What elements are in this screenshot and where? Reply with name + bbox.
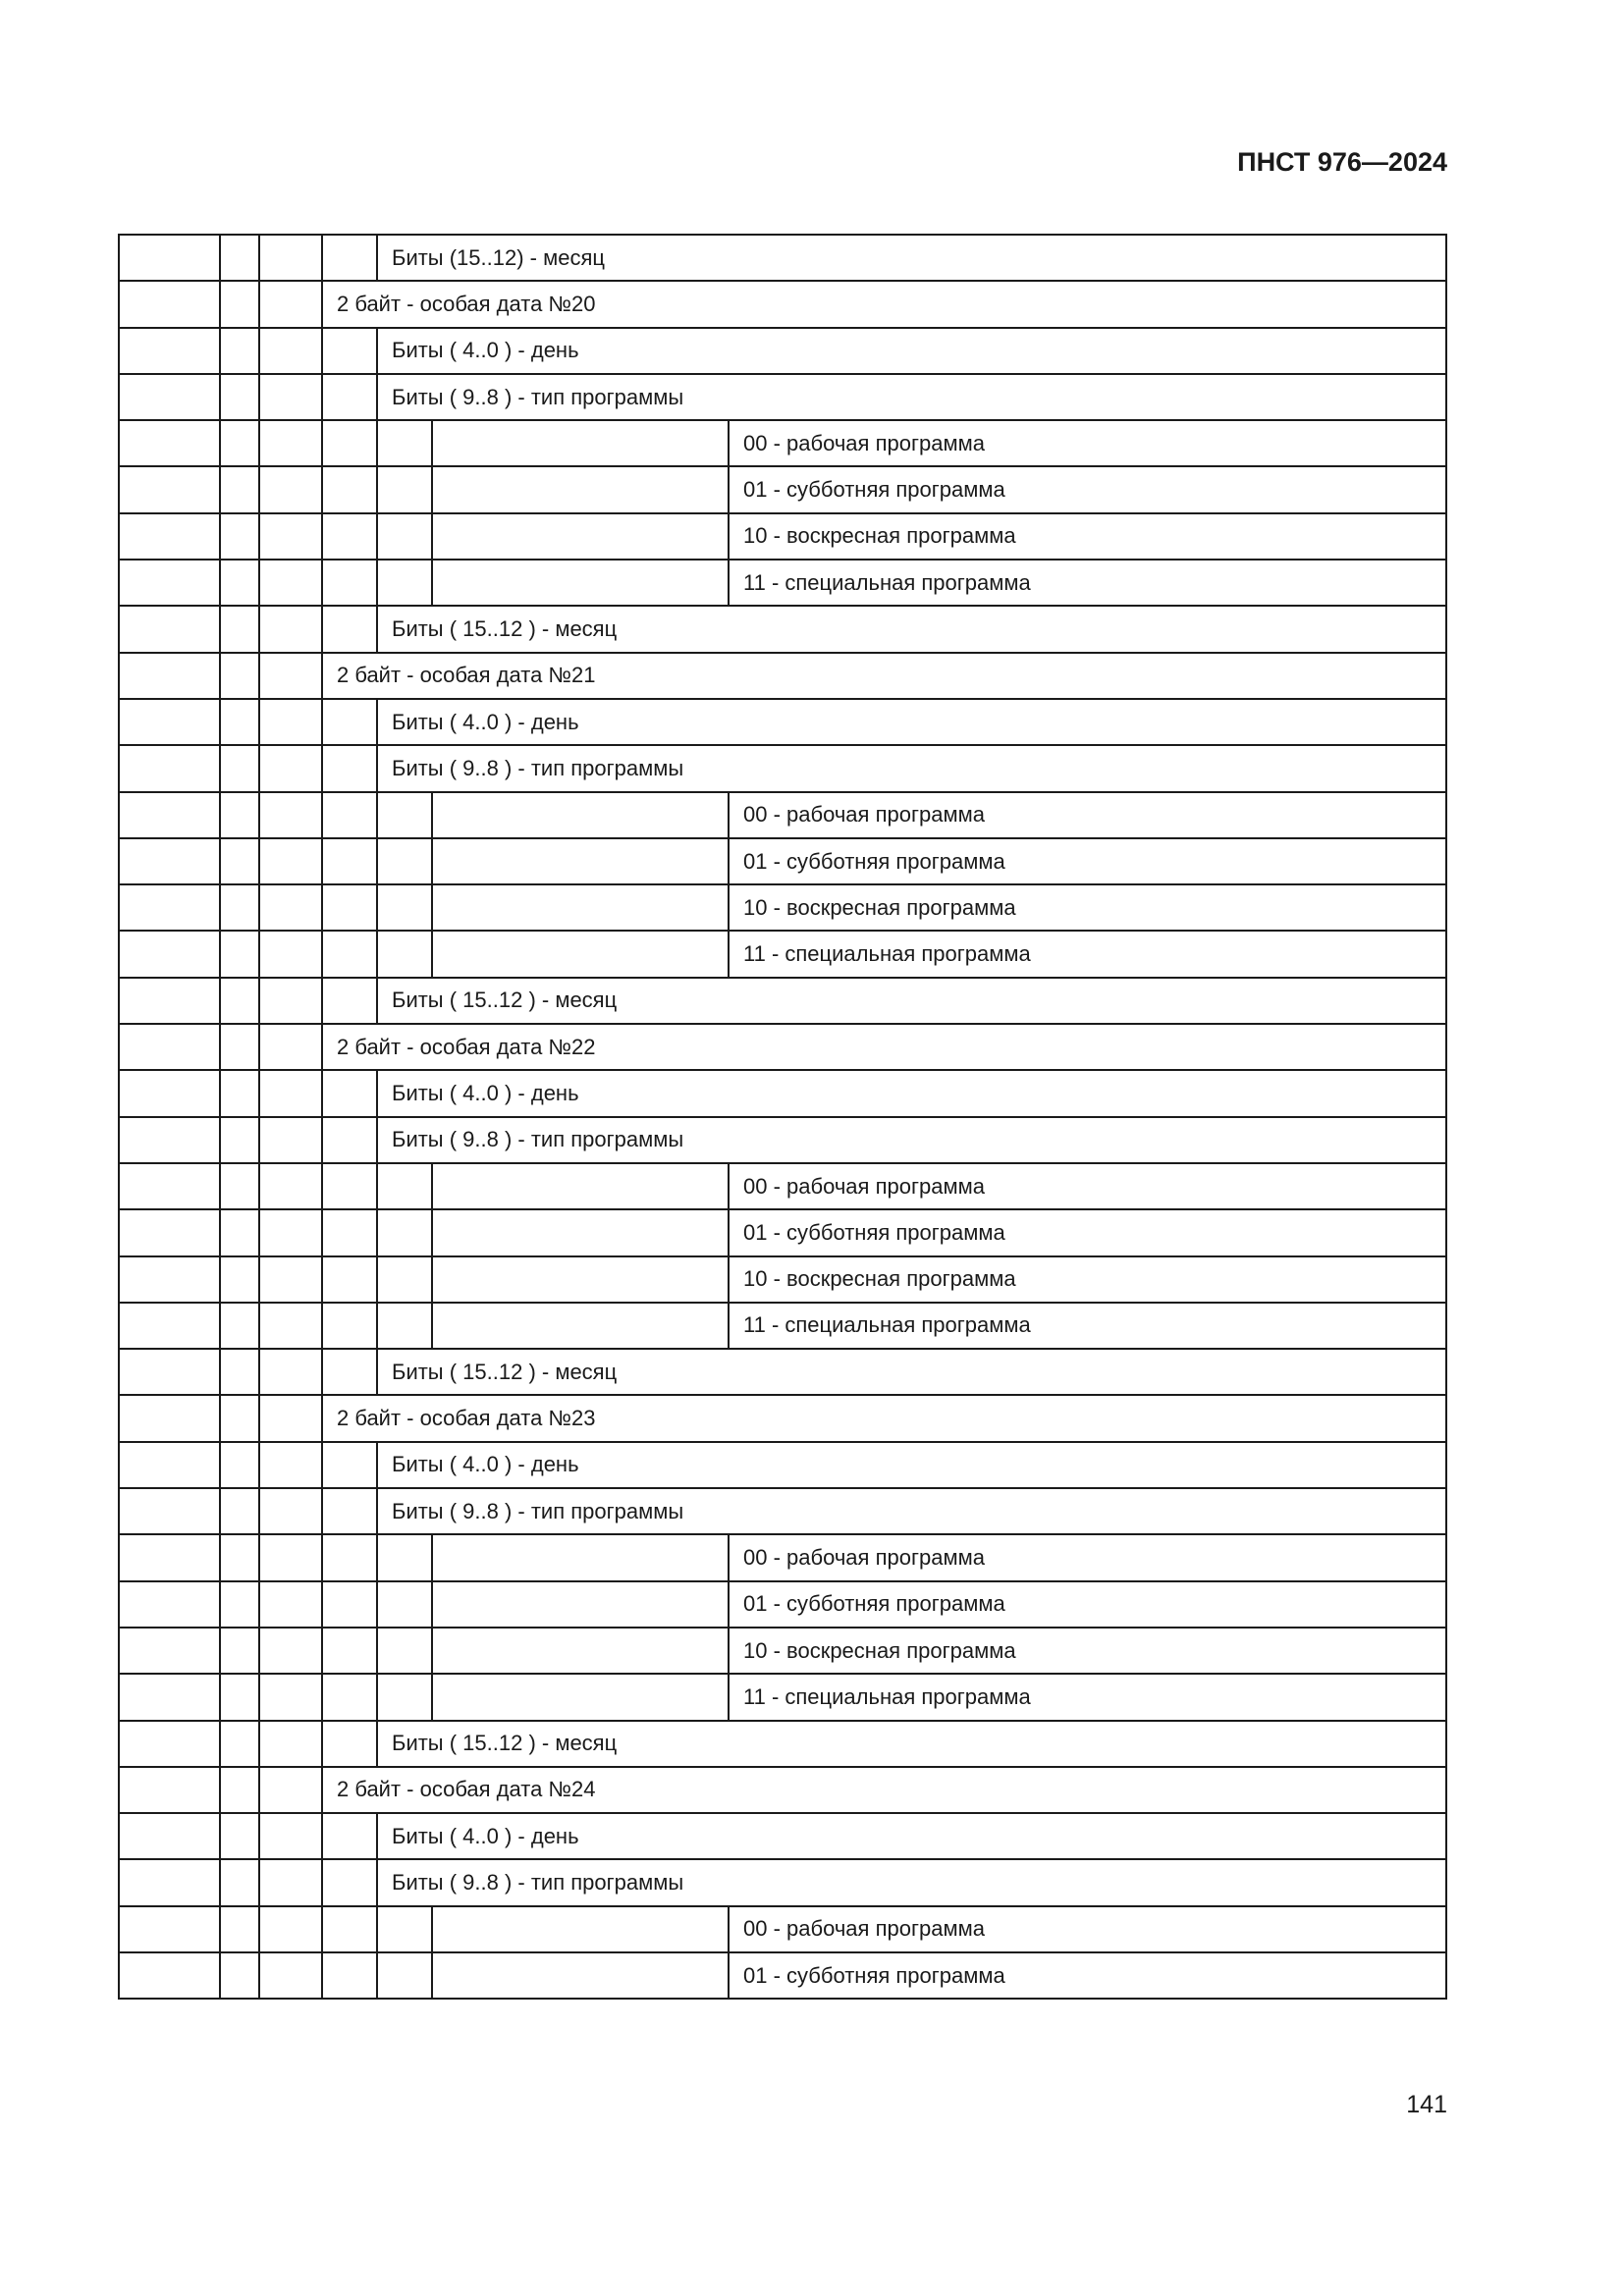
empty-cell (432, 931, 729, 977)
empty-cell (119, 1628, 220, 1674)
byte-label: 2 байт - особая дата №24 (322, 1767, 1446, 1813)
table-row (119, 1209, 1446, 1255)
table-row (119, 466, 1446, 512)
empty-cell (377, 884, 432, 931)
empty-cell (259, 1721, 322, 1767)
table-row (119, 978, 1446, 1024)
empty-cell (259, 560, 322, 606)
empty-cell (220, 1303, 259, 1349)
empty-cell (322, 1070, 377, 1116)
empty-cell (259, 1906, 322, 1952)
empty-cell (432, 1581, 729, 1628)
table-row (119, 1349, 1446, 1395)
table-row (119, 1859, 1446, 1905)
value-label: 11 - специальная программа (729, 1674, 1446, 1720)
empty-cell (259, 1813, 322, 1859)
bits-label: Биты ( 9..8 ) - тип программы (377, 1117, 1446, 1163)
empty-cell (322, 606, 377, 652)
empty-cell (377, 931, 432, 977)
empty-cell (220, 1534, 259, 1580)
bits-label: Биты ( 9..8 ) - тип программы (377, 1488, 1446, 1534)
empty-cell (119, 1256, 220, 1303)
table-row (119, 745, 1446, 791)
empty-cell (432, 1209, 729, 1255)
empty-cell (432, 1906, 729, 1952)
empty-cell (322, 1859, 377, 1905)
empty-cell (220, 1395, 259, 1441)
empty-cell (220, 745, 259, 791)
value-label: 10 - воскресная программа (729, 513, 1446, 560)
empty-cell (259, 1024, 322, 1070)
empty-cell (119, 1024, 220, 1070)
empty-cell (322, 838, 377, 884)
empty-cell (119, 699, 220, 745)
empty-cell (220, 1163, 259, 1209)
empty-cell (220, 931, 259, 977)
empty-cell (220, 328, 259, 374)
empty-cell (259, 1442, 322, 1488)
empty-cell (220, 1767, 259, 1813)
value-label: 11 - специальная программа (729, 1303, 1446, 1349)
byte-label: 2 байт - особая дата №21 (322, 653, 1446, 699)
empty-cell (432, 1303, 729, 1349)
empty-cell (432, 1163, 729, 1209)
empty-cell (322, 884, 377, 931)
bits-label: Биты ( 9..8 ) - тип программы (377, 374, 1446, 420)
empty-cell (119, 466, 220, 512)
empty-cell (119, 653, 220, 699)
empty-cell (220, 1581, 259, 1628)
table-row (119, 1952, 1446, 1999)
bit-field-table (118, 234, 1447, 2000)
table-row (119, 328, 1446, 374)
bits-label: Биты ( 15..12 ) - месяц (377, 1349, 1446, 1395)
empty-cell (220, 420, 259, 466)
empty-cell (119, 1395, 220, 1441)
table-row (119, 1395, 1446, 1441)
bits-label: Биты ( 15..12 ) - месяц (377, 978, 1446, 1024)
table-row (119, 1163, 1446, 1209)
empty-cell (259, 1209, 322, 1255)
empty-cell (119, 884, 220, 931)
empty-cell (432, 1256, 729, 1303)
table-row (119, 838, 1446, 884)
empty-cell (259, 235, 322, 281)
empty-cell (119, 745, 220, 791)
empty-cell (220, 1024, 259, 1070)
empty-cell (377, 420, 432, 466)
empty-cell (259, 699, 322, 745)
empty-cell (119, 1163, 220, 1209)
table-row (119, 884, 1446, 931)
empty-cell (220, 1721, 259, 1767)
value-label: 01 - субботняя программа (729, 466, 1446, 512)
empty-cell (259, 1628, 322, 1674)
empty-cell (220, 560, 259, 606)
empty-cell (119, 513, 220, 560)
empty-cell (322, 699, 377, 745)
value-label: 10 - воскресная программа (729, 1256, 1446, 1303)
table-row (119, 606, 1446, 652)
value-label: 10 - воскресная программа (729, 1628, 1446, 1674)
empty-cell (259, 1859, 322, 1905)
empty-cell (220, 978, 259, 1024)
empty-cell (432, 420, 729, 466)
empty-cell (377, 1303, 432, 1349)
empty-cell (377, 1209, 432, 1255)
empty-cell (432, 560, 729, 606)
value-label: 10 - воскресная программа (729, 884, 1446, 931)
empty-cell (322, 1209, 377, 1255)
empty-cell (322, 1534, 377, 1580)
empty-cell (119, 1070, 220, 1116)
empty-cell (377, 1906, 432, 1952)
table-row (119, 1767, 1446, 1813)
table-row (119, 1117, 1446, 1163)
empty-cell (119, 1581, 220, 1628)
empty-cell (259, 606, 322, 652)
empty-cell (259, 1395, 322, 1441)
empty-cell (259, 884, 322, 931)
empty-cell (119, 606, 220, 652)
table-row (119, 1256, 1446, 1303)
empty-cell (220, 884, 259, 931)
value-label: 00 - рабочая программа (729, 1906, 1446, 1952)
empty-cell (322, 1256, 377, 1303)
empty-cell (377, 513, 432, 560)
empty-cell (432, 884, 729, 931)
empty-cell (119, 1813, 220, 1859)
empty-cell (220, 1628, 259, 1674)
empty-cell (259, 838, 322, 884)
empty-cell (119, 838, 220, 884)
empty-cell (259, 653, 322, 699)
empty-cell (259, 978, 322, 1024)
empty-cell (377, 838, 432, 884)
empty-cell (432, 1674, 729, 1720)
empty-cell (119, 420, 220, 466)
empty-cell (259, 374, 322, 420)
empty-cell (220, 1952, 259, 1999)
empty-cell (119, 1209, 220, 1255)
empty-cell (119, 1952, 220, 1999)
empty-cell (259, 281, 322, 327)
table-row (119, 653, 1446, 699)
table-row (119, 792, 1446, 838)
table-row (119, 560, 1446, 606)
empty-cell (322, 792, 377, 838)
table-row (119, 374, 1446, 420)
table-row (119, 931, 1446, 977)
empty-cell (377, 560, 432, 606)
bits-label: Биты ( 4..0 ) - день (377, 1070, 1446, 1116)
empty-cell (432, 513, 729, 560)
empty-cell (322, 745, 377, 791)
empty-cell (220, 1442, 259, 1488)
table-row (119, 1721, 1446, 1767)
value-label: 01 - субботняя программа (729, 1581, 1446, 1628)
bits-label: Биты ( 4..0 ) - день (377, 699, 1446, 745)
empty-cell (259, 1070, 322, 1116)
table-row (119, 513, 1446, 560)
empty-cell (259, 1163, 322, 1209)
bits-label: Биты ( 9..8 ) - тип программы (377, 1859, 1446, 1905)
bits-label: Биты ( 15..12 ) - месяц (377, 606, 1446, 652)
empty-cell (322, 1813, 377, 1859)
byte-label: 2 байт - особая дата №22 (322, 1024, 1446, 1070)
empty-cell (220, 1209, 259, 1255)
table-row (119, 1906, 1446, 1952)
empty-cell (432, 1534, 729, 1580)
empty-cell (119, 281, 220, 327)
empty-cell (322, 1721, 377, 1767)
bits-label: Биты ( 15..12 ) - месяц (377, 1721, 1446, 1767)
empty-cell (377, 1581, 432, 1628)
bits-label: Биты ( 9..8 ) - тип программы (377, 745, 1446, 791)
empty-cell (322, 513, 377, 560)
empty-cell (432, 838, 729, 884)
table-row (119, 1813, 1446, 1859)
empty-cell (432, 1952, 729, 1999)
bits-label: Биты ( 4..0 ) - день (377, 328, 1446, 374)
empty-cell (259, 1952, 322, 1999)
table-row (119, 1534, 1446, 1580)
empty-cell (259, 931, 322, 977)
empty-cell (259, 745, 322, 791)
bits-label: Биты ( 4..0 ) - день (377, 1813, 1446, 1859)
empty-cell (377, 1534, 432, 1580)
table-row (119, 281, 1446, 327)
table-row (119, 1488, 1446, 1534)
empty-cell (259, 1303, 322, 1349)
empty-cell (119, 1349, 220, 1395)
empty-cell (259, 513, 322, 560)
empty-cell (259, 328, 322, 374)
empty-cell (119, 1488, 220, 1534)
empty-cell (259, 792, 322, 838)
empty-cell (322, 1303, 377, 1349)
empty-cell (119, 1906, 220, 1952)
empty-cell (119, 1303, 220, 1349)
table-row (119, 235, 1446, 281)
table-row (119, 1581, 1446, 1628)
empty-cell (220, 699, 259, 745)
empty-cell (220, 1349, 259, 1395)
table-row (119, 1674, 1446, 1720)
empty-cell (220, 513, 259, 560)
byte-label: 2 байт - особая дата №23 (322, 1395, 1446, 1441)
empty-cell (377, 1952, 432, 1999)
table-row (119, 699, 1446, 745)
byte-label: 2 байт - особая дата №20 (322, 281, 1446, 327)
page-number: 141 (1406, 2091, 1447, 2118)
table-row (119, 1303, 1446, 1349)
empty-cell (119, 1674, 220, 1720)
empty-cell (377, 1163, 432, 1209)
empty-cell (220, 235, 259, 281)
empty-cell (377, 1628, 432, 1674)
empty-cell (432, 1628, 729, 1674)
empty-cell (322, 978, 377, 1024)
empty-cell (259, 1117, 322, 1163)
empty-cell (259, 466, 322, 512)
empty-cell (322, 1163, 377, 1209)
empty-cell (220, 1859, 259, 1905)
empty-cell (220, 1813, 259, 1859)
empty-cell (119, 1859, 220, 1905)
empty-cell (259, 1674, 322, 1720)
empty-cell (220, 838, 259, 884)
empty-cell (322, 328, 377, 374)
empty-cell (220, 466, 259, 512)
empty-cell (322, 1952, 377, 1999)
value-label: 00 - рабочая программа (729, 1534, 1446, 1580)
empty-cell (322, 466, 377, 512)
empty-cell (322, 420, 377, 466)
value-label: 11 - специальная программа (729, 560, 1446, 606)
empty-cell (119, 328, 220, 374)
empty-cell (322, 374, 377, 420)
empty-cell (322, 1349, 377, 1395)
value-label: 00 - рабочая программа (729, 792, 1446, 838)
value-label: 11 - специальная программа (729, 931, 1446, 977)
empty-cell (119, 792, 220, 838)
bits-label: Биты ( 4..0 ) - день (377, 1442, 1446, 1488)
empty-cell (220, 281, 259, 327)
empty-cell (322, 1117, 377, 1163)
empty-cell (259, 420, 322, 466)
empty-cell (377, 1674, 432, 1720)
value-label: 00 - рабочая программа (729, 1163, 1446, 1209)
value-label: 01 - субботняя программа (729, 1209, 1446, 1255)
empty-cell (119, 1767, 220, 1813)
bits-label: Биты (15..12) - месяц (377, 235, 1446, 281)
empty-cell (220, 653, 259, 699)
empty-cell (220, 606, 259, 652)
empty-cell (220, 1674, 259, 1720)
empty-cell (377, 466, 432, 512)
empty-cell (220, 1256, 259, 1303)
empty-cell (432, 466, 729, 512)
empty-cell (119, 560, 220, 606)
empty-cell (119, 235, 220, 281)
empty-cell (377, 792, 432, 838)
empty-cell (322, 1906, 377, 1952)
empty-cell (259, 1488, 322, 1534)
empty-cell (322, 931, 377, 977)
empty-cell (322, 1674, 377, 1720)
empty-cell (220, 792, 259, 838)
table-row (119, 1024, 1446, 1070)
value-label: 01 - субботняя программа (729, 838, 1446, 884)
empty-cell (119, 374, 220, 420)
empty-cell (259, 1534, 322, 1580)
empty-cell (322, 560, 377, 606)
empty-cell (259, 1581, 322, 1628)
empty-cell (119, 1117, 220, 1163)
empty-cell (220, 1070, 259, 1116)
empty-cell (322, 235, 377, 281)
empty-cell (259, 1349, 322, 1395)
table-row (119, 1628, 1446, 1674)
table-row (119, 1070, 1446, 1116)
table-row (119, 1442, 1446, 1488)
empty-cell (220, 1488, 259, 1534)
empty-cell (322, 1442, 377, 1488)
empty-cell (220, 1906, 259, 1952)
empty-cell (322, 1628, 377, 1674)
document-code: ПНСТ 976—2024 (1237, 147, 1447, 177)
empty-cell (322, 1488, 377, 1534)
empty-cell (259, 1256, 322, 1303)
value-label: 01 - субботняя программа (729, 1952, 1446, 1999)
empty-cell (119, 1534, 220, 1580)
empty-cell (259, 1767, 322, 1813)
empty-cell (377, 1256, 432, 1303)
empty-cell (220, 374, 259, 420)
empty-cell (432, 792, 729, 838)
empty-cell (119, 1721, 220, 1767)
empty-cell (220, 1117, 259, 1163)
empty-cell (322, 1581, 377, 1628)
empty-cell (119, 978, 220, 1024)
empty-cell (119, 1442, 220, 1488)
table-row (119, 420, 1446, 466)
empty-cell (119, 931, 220, 977)
value-label: 00 - рабочая программа (729, 420, 1446, 466)
